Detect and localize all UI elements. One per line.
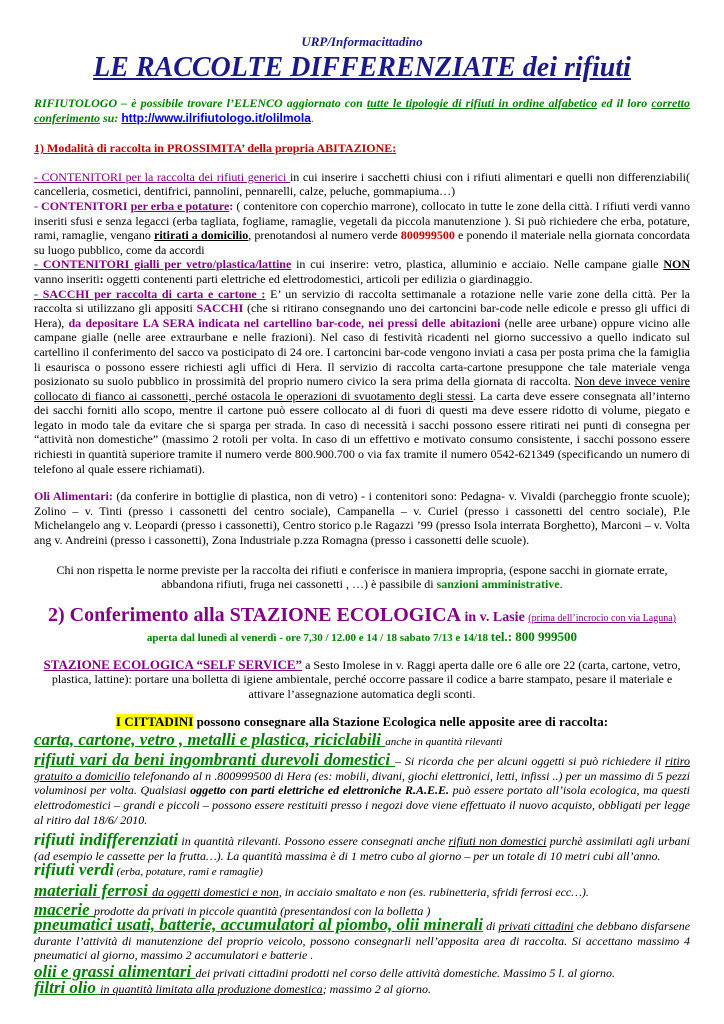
item-ingombranti-ritiro: ritiro gratuito a domicilio [34,754,691,783]
item-pneumatici-title: pneumatici usati, batterie, accumulatori al piombo, olii minerali [34,915,484,935]
item-ferrosi-title: materiali ferrosi [34,880,153,900]
rifiutologo-intro [34,96,690,125]
item-privati-cittadini: privati cittadini [498,919,574,934]
intro-text-2: ed il loro [597,96,652,110]
contenitori-gialli-text: in cui inserire: vetro, plastica, alluminio e acciaio. Nelle campane gialle [291,257,664,272]
intro-underlined-2: corretto conferimento [34,96,691,125]
contenitori-erba-text-3: e ponendo il materiale nella giornata concordata su luogo pubblico, come da accordi [34,228,691,257]
document-page [34,0,690,996]
contenitori-generici [34,170,690,199]
cittadini-text: possono consegnare alla Stazione Ecologica nelle apposite aree di raccolta: [193,713,609,729]
item-macerie-title: macerie [34,899,94,919]
item-ingombranti-text-3: può essere portato all’isola ecologica, ma questi elettrodomestici – grandi e piccoli – possono essere restituiti presso i negozi dove viene effettuato il nuovo acquisto, obbligati per legge al ritiro dal 18/6/ 2010. [34,783,691,827]
sanzioni-text: Chi non rispetta le norme previste per la raccolta dei rifiuti e conferisce in maniera impropria, (espone sacchi in giornate errate, abbandona rifiuti, fruga nei cassonetti , …) è passibile di [56,562,668,592]
sacchi-carta [34,287,690,477]
item-non-domestici: rifiuti non domestici [448,834,547,849]
sacchi-warning: Non deve invece venire collocato di fianco ai cassonetti, perché ostacola le operazioni di svuotamento degli stessi [34,374,690,403]
item-indifferenziati [34,830,690,863]
sacchi-deposit: da depositare LA SERA indicata nel cartellino bar-code, nei pressi delle abitazioni [68,315,501,330]
item-olii-text: dei privati cittadini prodotti nel corso delle attività domestiche. Massimo 5 l. al giorno. [195,965,616,980]
item-ferrosi [34,880,690,900]
self-service [34,658,690,702]
section-2-title [34,604,690,630]
item-carta [34,729,690,750]
non-label: NON [663,257,690,272]
item-pneumatici [34,915,691,963]
numero-verde: 800999500 [400,228,455,243]
section-2-location: in v. Lasie [460,609,529,625]
item-olii [34,961,690,981]
sanzioni-note [34,563,690,592]
section-2-location-note: (prima dell’incrocio con via Laguna) [528,612,676,624]
sacchi-text: E’ un servizio di raccolta settimanale a rotazione nelle varie zone della città. Per la raccolta si utilizzano gli appositi [34,286,690,316]
opening-hours-text: aperta dal lunedì al venerdì - ore 7,30 / 12.00 e 14 / 18 sabato 7/13 e 14/18 [146,631,491,644]
item-olii-title: olii e grassi alimentari [34,961,196,981]
item-ingombranti-raee: oggetto con parti elettriche ed elettroniche R.A.E.E. [190,783,449,798]
phone-number: tel.: 800 999500 [490,628,578,644]
item-indifferenziati-text-2: purchè assimilati agli urbani (ad esempio le cassette per la frutta…). La quantità massima è di 1 metro cubo al giorno – per un totale di 10 metri cubi all’anno. [34,834,690,863]
contenitori-gialli [34,257,690,286]
section-2-heading: 2) Conferimento alla STAZIONE ECOLOGICA [48,603,461,626]
sacchi-text-2: (che si ritirano consegnando uno dei cartoncini bar-code nelle edicole e presso gli uffici di Hera), [34,301,691,330]
item-pneumatici-text-2: che debbano disfarsene durante l’attività di manutenzione del proprio veicolo, possono consegnarli nell’apposita area di raccolta. Si accettano massimo 4 pneumatici al giorno, massimo 2 accumulatori e batterie . [34,919,691,963]
contenitori-gialli-label: - CONTENITORI gialli per vetro/plastica/lattine [34,257,292,272]
oli-alimentari [34,489,690,547]
sacchi-word: SACCHI [196,301,244,316]
sanzioni-end: . [559,577,563,592]
item-filtri-text: in quantità limitata alla produzione domestica [100,981,323,996]
rifiutologo-label: RIFIUTOLOGO – [34,96,128,110]
item-pneumatici-text: di [483,919,499,934]
item-ferrosi-text: , in acciaio smaltato e non (es. rubinetteria, sfridi ferrosi ecc…). [278,884,589,899]
item-verdi [34,860,690,880]
contenitori-erba-type: per erba e potature [130,198,230,213]
contenitori-erba-text-2: , prenotandosi al numero verde [248,228,401,243]
ritiro-domicilio: ritirati a domicilio [154,228,249,243]
sacchi-carta-label: - SACCHI per raccolta di carta e cartone : [34,286,266,301]
self-service-text: a Sesto Imolese in v. Raggi aperta dalle ore 6 alle ore 22 (carta, cartone, vetro, plastica, lattine): portare una bolletta di igiene ambientale, perché occorre passare il codice a barre stampato, pesare il materiale e attivare l’assegnazione automatica degli sconti. [51,657,681,701]
contenitori-erba-text: ( contenitore con coperchio marrone), collocato in tutte le zone della città. I rifiuti verdi vanno inseriti sfusi e senza legacci (erba tagliata, fogliame, ramaglie, vegetali da piccola manutenzione ). Si può richiedere che erba, potature, rami, ramaglie, vengano [34,198,690,243]
contenitori-generici-text: in cui inserire i sacchetti chiusi con i rifiuti alimentari e quelli non differenziabili( cancelleria, cosmetici, dentifrici, pannolini, pennarelli, calze, peluche, gommapiuma…) [34,169,690,199]
contenitori-erba-label: - CONTENITORI [34,198,131,213]
item-indifferenziati-title: rifiuti indifferenziati [34,830,179,850]
item-ingombranti-title: rifiuti vari da beni ingombranti durevoli domestici [34,750,396,770]
contenitori-erba [34,199,690,257]
item-ingombranti-text-2: telefonando al n .800999500 di Hera (es: mobili, divani, giochi elettronici, letti, infissi ..) per un massimo di 5 pezzi voluminosi per volta. Qualsiasi [34,768,691,798]
sacchi-text-3: (nelle aree urbane) oppure vicino alle campane gialle (nelle aree extraurbane e nelle frazioni). Nel caso di festività ricadenti nel giorno successivo a quello indicato sul cartellino il conferimento del sacco va posticipato di 24 ore. I cartoncini bar-code vengono inviati a casa per posta prima che la famiglia li esaurisca o possono essere richiesti agli uffici di Hera. Il servizio di raccolta carta-cartone presuppone che tale materiale venga posizionato su suolo pubblico in prossimità del proprio numero civico la sera prima della giornata di raccolta. [34,315,691,389]
item-ingombranti-text: – Si ricorda che per alcuni oggetti si può richiedere il [395,754,666,769]
item-filtri-text-2: ; massimo 2 al giorno. [322,981,432,996]
self-service-label: STAZIONE ECOLOGICA “SELF SERVICE” [43,656,303,672]
item-macerie-text: prodotte da privati in piccole quantità (presentandosi con la bolletta ) [93,903,431,918]
item-filtri-title: filtri olio [34,977,101,997]
sacchi-text-4: . La carta deve essere consegnata all’interno dei sacchi forniti allo scopo, mentre il cartone può essere collocato al di fuori di questi ma deve essere ridotto di volume, piegato e legato in modo tale da evitare che si sparga per strada. In caso di necessità i sacchi possono essere ritirati nei punti di consegna per “attività non domestiche” (massimo 2 rotoli per volta. In caso di un effettivo e motivato consumo consistente, i sacchi possono essere richiesti in quantità superiore tramite il numero verde 800.900.700 o via fax tramite il numero 0542-621349 (specificando un numero di telefono al quale essere richiamati). [34,388,690,476]
contenitori-gialli-text-2: vanno inseriti [34,271,100,286]
item-carta-title: carta, cartone, vetro , metalli e plastica, riciclabili [34,729,386,749]
contenitori-gialli-text-3: oggetti contenenti parti elettriche ed elettrodomestici, articoli per edilizia o giardinaggio. [103,271,533,286]
item-carta-text: anche in quantità rilevanti [385,735,503,748]
intro-end: . [310,110,314,125]
item-verdi-text: (erba, potature, rami e ramaglie) [113,866,263,879]
cittadini-heading [34,714,690,730]
rifiutologo-link[interactable]: http://www.ilrifiutologo.it/olilmola [121,110,311,125]
intro-underlined: tutte le tipologie di rifiuti in ordine alfabetico [366,96,598,110]
header-label: URP/Informacittadino [301,34,423,49]
item-indifferenziati-text: in quantità rilevanti. Possono essere consegnati anche [178,834,449,849]
cittadini-highlight: I CITTADINI [115,713,194,729]
opening-hours [34,630,690,645]
contenitori-generici-label: - CONTENITORI per la raccolta dei rifiuti generici [34,169,290,184]
intro-text: è possibile trovare l’ELENCO aggiornato con [127,96,367,110]
oli-alimentari-text: (da conferire in bottiglie di plastica, non di vetro) - i contenitori sono: Pedagna- v. Vivaldi (parcheggio fronte scuole); Zolino – v. Tinti (presso i cassonetti del centro sociale), Campanella – v. Curiel (presso i cassonetti del centro sociale), P.le Michelangelo ang v. Leopardi (presso i cassonetti), Centro storico p.le Ragazzi ’99 (presso Isola interrata Borghetto), Marconi – v. Volta ang v. Andreini (presso i cassonetti), Zona Industriale p.zza Romagna (presso i cassonetti delle scuole). [34,489,690,548]
oli-alimentari-label: Oli Alimentari: [34,489,113,504]
item-verdi-title: rifiuti verdi [34,860,114,880]
section-1-title: 1) Modalità di raccolta in PROSSIMITA’ della propria ABITAZIONE: [34,141,397,156]
colon-2: : [99,271,104,286]
sanzioni-amministrative: sanzioni amministrative [436,577,560,592]
page-title: LE RACCOLTE DIFFERENZIATE dei rifiuti [93,52,631,83]
intro-text-3: su: [100,110,122,125]
item-filtri [34,977,690,997]
colon: : [229,198,234,213]
item-ferrosi-origin: da oggetti domestici e non [152,884,279,899]
item-ingombranti [34,750,691,827]
